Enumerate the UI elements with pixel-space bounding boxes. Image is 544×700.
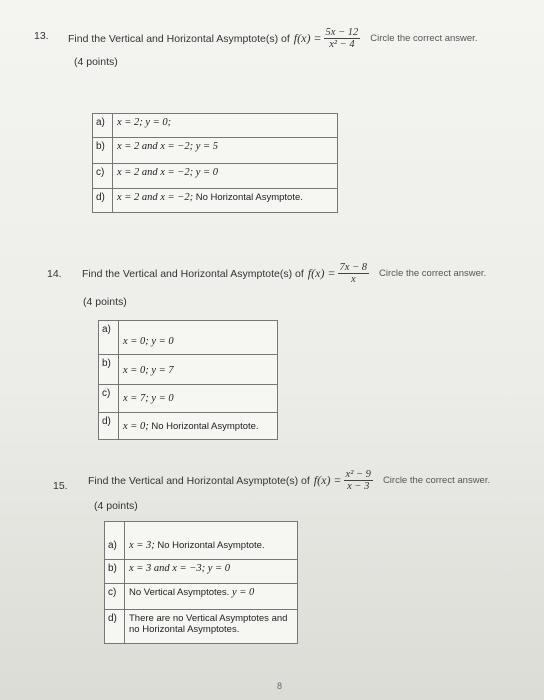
option-answer-cell xyxy=(119,413,278,440)
question-14-instruction: Circle the correct answer. xyxy=(379,268,487,279)
question-13-denominator: x² − 4 xyxy=(329,39,355,50)
option-answer-cell xyxy=(125,610,298,644)
question-13-options-table xyxy=(92,113,338,213)
option-label: a) xyxy=(105,522,125,560)
option-answer: x = 3 and x = −3; y = 0 xyxy=(125,560,298,584)
option-row[interactable] xyxy=(99,355,278,385)
question-15-numerator: x² − 9 xyxy=(345,469,371,480)
question-13-numerator: 5x − 12 xyxy=(325,27,359,38)
option-note: No Horizontal Asymptote. xyxy=(151,421,259,432)
question-15-prompt xyxy=(88,469,490,492)
option-label: d) xyxy=(99,413,119,440)
option-answer: x = 2 and x = −2; xyxy=(117,192,194,203)
option-label: c) xyxy=(99,385,119,413)
option-row[interactable] xyxy=(93,189,338,213)
question-14-numerator: 7x − 8 xyxy=(339,262,368,273)
page-number: 8 xyxy=(277,681,283,691)
question-13-number: 13. xyxy=(34,30,49,42)
option-answer: x = 0; y = 0 xyxy=(119,321,278,355)
option-label: c) xyxy=(93,164,113,189)
question-13-instruction: Circle the correct answer. xyxy=(370,33,478,44)
option-label: b) xyxy=(93,138,113,164)
option-answer-tail: y = 0 xyxy=(231,587,255,598)
option-row[interactable] xyxy=(105,560,298,584)
option-row[interactable] xyxy=(105,610,298,644)
question-14-function: f(x) = xyxy=(307,266,336,280)
question-14-prompt-text: Find the Vertical and Horizontal Asymptote(s) of xyxy=(82,267,304,280)
option-label: a) xyxy=(99,321,119,355)
option-row[interactable] xyxy=(93,138,338,164)
question-15-function: f(x) = xyxy=(313,473,342,487)
option-answer: x = 3; xyxy=(129,540,155,551)
question-13-prompt xyxy=(68,27,477,50)
option-row[interactable] xyxy=(93,114,338,138)
question-15-points: (4 points) xyxy=(94,500,138,512)
option-note: No Horizontal Asymptote. xyxy=(195,192,303,203)
option-row[interactable] xyxy=(105,522,298,560)
option-label: b) xyxy=(99,355,119,385)
option-answer-cell xyxy=(113,189,338,213)
option-answer: x = 2 and x = −2; y = 0 xyxy=(113,164,338,189)
question-14-points: (4 points) xyxy=(83,296,127,308)
option-answer: x = 0; y = 7 xyxy=(119,355,278,385)
option-answer-cell xyxy=(125,522,298,560)
option-note: No Horizontal Asymptote. xyxy=(157,540,265,551)
option-answer: x = 7; y = 0 xyxy=(119,385,278,413)
question-15-denominator: x − 3 xyxy=(347,481,370,492)
question-13-prompt-text: Find the Vertical and Horizontal Asymptote(s) of xyxy=(68,32,290,45)
option-note: No Vertical Asymptotes. xyxy=(129,587,230,598)
option-answer: x = 0; xyxy=(123,421,149,432)
question-15-options-table xyxy=(104,521,298,644)
question-14-denominator: x xyxy=(350,274,356,285)
option-row[interactable] xyxy=(99,321,278,355)
option-label: d) xyxy=(93,189,113,213)
question-14-number: 14. xyxy=(47,268,62,280)
question-15-instruction: Circle the correct answer. xyxy=(382,475,491,486)
question-14-prompt xyxy=(82,262,486,285)
option-row[interactable] xyxy=(105,584,298,610)
option-answer: x = 2; y = 0; xyxy=(113,114,338,138)
question-13-points: (4 points) xyxy=(74,56,118,68)
option-label: c) xyxy=(105,584,125,610)
option-note: There are no Vertical Asymptotes and no Horizontal Asymptotes. xyxy=(129,613,288,635)
question-15-number: 15. xyxy=(53,480,68,492)
question-14-options-table xyxy=(98,320,278,440)
question-14-fraction xyxy=(338,262,370,285)
option-row[interactable] xyxy=(99,385,278,413)
option-label: b) xyxy=(105,560,125,584)
option-label: d) xyxy=(105,610,125,644)
question-15-fraction xyxy=(344,469,373,492)
option-label: a) xyxy=(93,114,113,138)
option-row[interactable] xyxy=(93,164,338,189)
option-row[interactable] xyxy=(99,413,278,440)
question-15-prompt-text: Find the Vertical and Horizontal Asymptote(s) of xyxy=(88,474,310,487)
question-13-function: f(x) = xyxy=(293,31,322,45)
option-answer: x = 2 and x = −2; y = 5 xyxy=(113,138,338,164)
option-answer-cell xyxy=(125,584,298,610)
question-13-fraction xyxy=(324,27,361,50)
